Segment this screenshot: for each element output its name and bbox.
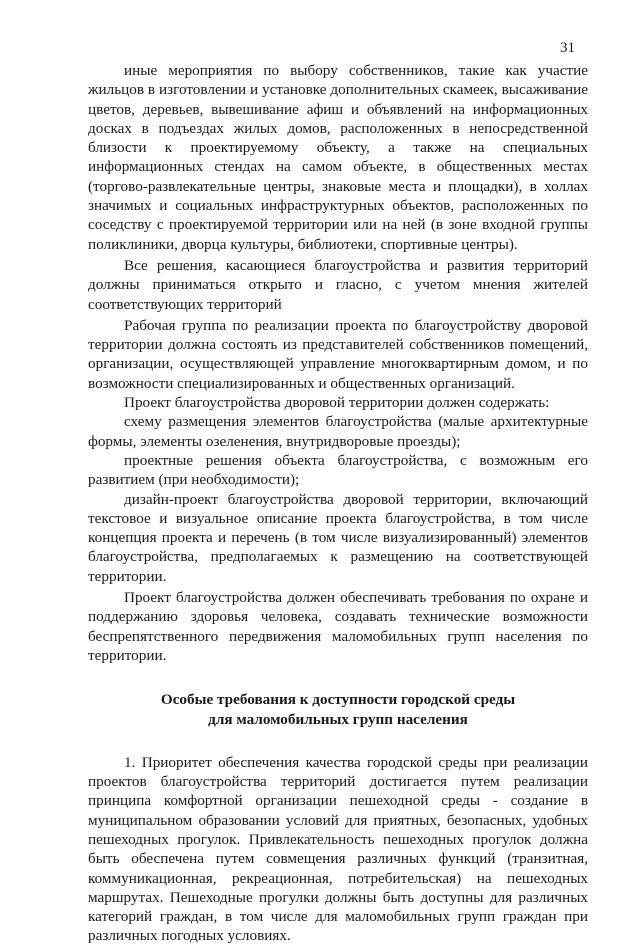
- section-heading: [88, 690, 588, 729]
- page-number: 31: [560, 40, 575, 56]
- paragraph: Проект благоустройства дворовой территории должен содержать:: [124, 394, 550, 412]
- list-item: схему размещения элементов благоустройства (малые архитектурные формы, элементы озеленения, внутридворовые проезды);: [88, 413, 588, 450]
- list-item: дизайн-проект благоустройства дворовой территории, включающий текстовое и визуальное описание проекта благоустройства, в том числе концепция проекта и перечень (в том числе визуализированный) элементов благоустройства, предполагаемых к размещению на соответствующей территории.: [88, 490, 588, 585]
- paragraph: 1. Приоритет обеспечения качества городской среды при реализации проектов благоустройства территорий достигается путем реализации принципа комфортной организации пешеходной среды - создание в муниципальном образовании условий для приятных, безопасных, удобных пешеходных прогулок. Привлекательность пешеходных прогулок должна быть обеспечена путем совмещения различных функций (транзитная, коммуникационная, рекреационная, потребительская) на пешеходных маршрутах. Пешеходные прогулки должны быть доступны для различных категорий граждан, в том числе для маломобильных групп граждан при различных погодных условиях.: [88, 753, 588, 945]
- section-heading-line-2: для маломобильных групп населения: [208, 710, 468, 728]
- paragraph: Проект благоустройства должен обеспечивать требования по охране и поддержанию здоровья человека, создавать технические возможности беспрепятственного передвижения маломобильных групп населения по территории.: [88, 589, 588, 664]
- paragraph: Рабочая группа по реализации проекта по благоустройству дворовой территории должна состоять из представителей собственников помещений, организации, осуществляющей управление многоквартирным домом, и по возможности специализированных и общественных организаций.: [88, 316, 588, 392]
- section-heading-line-1: Особые требования к доступности городской среды: [160, 691, 516, 709]
- paragraph: иные мероприятия по выбору собственников, такие как участие жильцов в изготовлении и установке дополнительных скамеек, высаживание цветов, деревьев, вывешивание афиш и объявлений на информационных досках в подъездах жилых домов, расположенных в непосредственной близости к проектируемому объекту, а также на специальных информационных стендах на самом объекте, в общественных местах (торгово-развлекательные центры, знаковые места и площадки), в холлах значимых и социальных инфраструктурных объектов, расположенных по соседству с проектируемой территории или на ней (в зоне входной группы поликлиники, дворца культуры, библиотеки, спортивные центры).: [88, 62, 588, 253]
- list-item: проектные решения объекта благоустройства, с возможным его развитием (при необходимости);: [88, 451, 588, 489]
- paragraph: Все решения, касающиеся благоустройства и развития территорий должны приниматься открыто и гласно, с учетом мнения жителей соответствующих территорий: [88, 256, 588, 313]
- document-body: [88, 61, 588, 946]
